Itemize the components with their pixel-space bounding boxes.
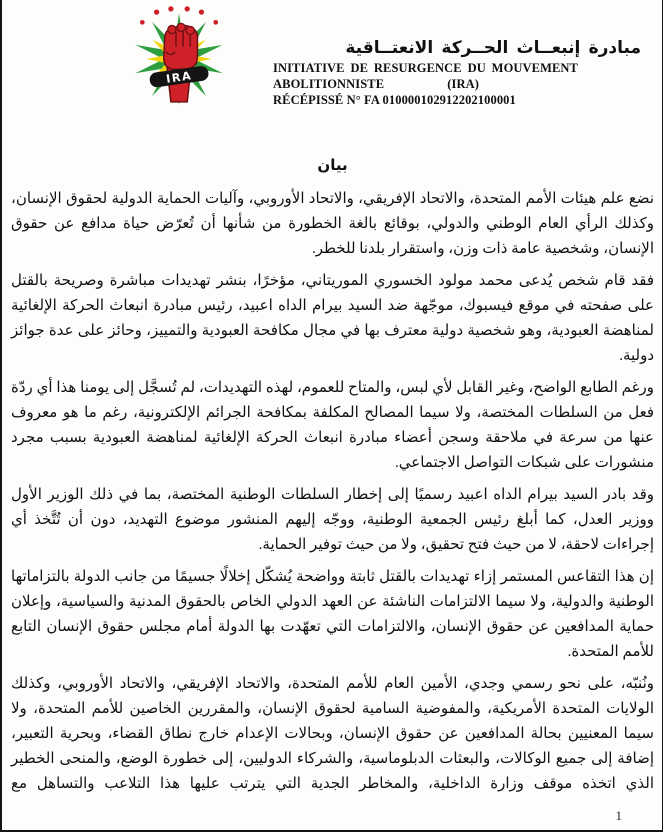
org-french-acronym: (IRA) [447,77,479,91]
org-french-line1: INITIATIVE DE RESURGENCE DU MOUVEMENT [273,61,578,75]
statement-paragraph-4: وقد بادر السيد بيرام الداه اعبيد رسميًا إلى إخطار السلطات الوطنية المختصة، بما في ذلك الوزير الأول ووزير العدل، كما أبلغ رئيس الجمعية الوطنية، ووجّه إليهم المنشور موضوع التهديد، دون أن تُتَّخذ أي إجراءات لاحقة، لا من حيث فتح تحقيق، ولا من حيث توفير الحماية. [11,487,654,553]
org-title-arabic: مبادرة إنبعــاث الحــركة الانعتــاقية [345,38,641,57]
page-number: 1 [615,808,622,823]
statement-paragraph-2: فقد قام شخص يُدعى محمد مولود الخسوري الموريتاني، مؤخرًا، بنشر تهديدات مباشرة وصريحة بالقتل على صفحته في موقع فيسبوك، موجّهة ضد السيد بيرام الداه اعبيد، رئيس مبادرة انبعاث الحركة الإلغائية لمناهضة العبودية، وهو شخصية دولية معترف بها في مجال مكافحة العبودية والتمييز، وحائز على عدة جوائز دولية. [11,273,654,364]
ira-banner-label: IRA [165,69,194,86]
statement-paragraph-6: ونُنبّه، على نحو رسمي وجدي، الأمين العام للأمم المتحدة، والاتحاد الإفريقي، والاتحاد الأوروبي، وكذلك الولايات المتحدة الأمريكية، والمفوضية السامية لحقوق الإنسان، والمقررين الخاصين للأمم المتحدة، ولا سيما المعنيين بحالة المدافعين عن حقوق الإنسان، وبحالات الإعدام خارج نطاق القضاء، وبحرية التعبير، إضافة إلى جميع الوكالات، والبعثات الدبلوماسية، والشركاء الدوليين، إلى خطورة الوضع، والمنحى الخطير الذي اتخذه موقف وزارة الداخلية، والمخاطر الجدية التي يترتب عليها هذا التلاعب والتساهل مع [11,676,654,792]
statement-paragraph-3: ورغم الطابع الواضح، وغير القابل لأي لبس، والمتاح للعموم، لهذه التهديدات، لم تُسجَّل إلى يومنا هذا أي ردّة فعل من السلطات المختصة، ولا سيما المصالح المكلفة بمكافحة الجرائم الإلكترونية، رغم ما هو معروف عنها من سرعة في ملاحقة وسجن أعضاء مبادرة انبعاث الحركة الإلغائية لمناهضة العبودية بسبب مجرد منشورات على شبكات التواصل الاجتماعي. [11,380,655,471]
org-french-line2 [273,76,479,92]
org-title-french [273,60,578,108]
org-header-text [273,36,641,108]
statement-body [2,156,662,797]
org-french-name: ABOLITIONNISTE [273,77,385,91]
ira-logo [126,6,228,108]
statement-paragraph-5: إن هذا التقاعس المستمر إزاء تهديدات بالقتل ثابتة وواضحة يُشكّل إخلالًا جسيمًا من جانب الدولة بالتزاماتها الوطنية والدولية، ولا سيما الالتزامات الناشئة عن العهد الدولي الخاص بالحقوق المدنية والسياسية، وإعلان حماية المدافعين عن حقوق الإنسان، والالتزامات التي تعهّدت بها الدولة أمام مجلس حقوق الإنسان التابع للأمم المتحدة. [11,569,654,660]
statement-title: بيان [317,158,348,174]
org-recepisse-number: RÉCÉPISSÉ N° FA 010000102912202100001 [273,93,516,107]
document-header [2,0,662,122]
ira-fist-logo-icon [126,6,228,108]
statement-paragraph-1: نضع علم هيئات الأمم المتحدة، والاتحاد الإفريقي، والاتحاد الأوروبي، وآليات الحماية الدولية لحقوق الإنسان، وكذلك الرأي العام الوطني والدولي، بوقائع بالغة الخطورة من شأنها أن تُعرّض حياة مدافع عن حقوق الإنسان، وشخصية عامة ذات وزن، واستقرار بلدنا للخطر. [11,191,654,257]
